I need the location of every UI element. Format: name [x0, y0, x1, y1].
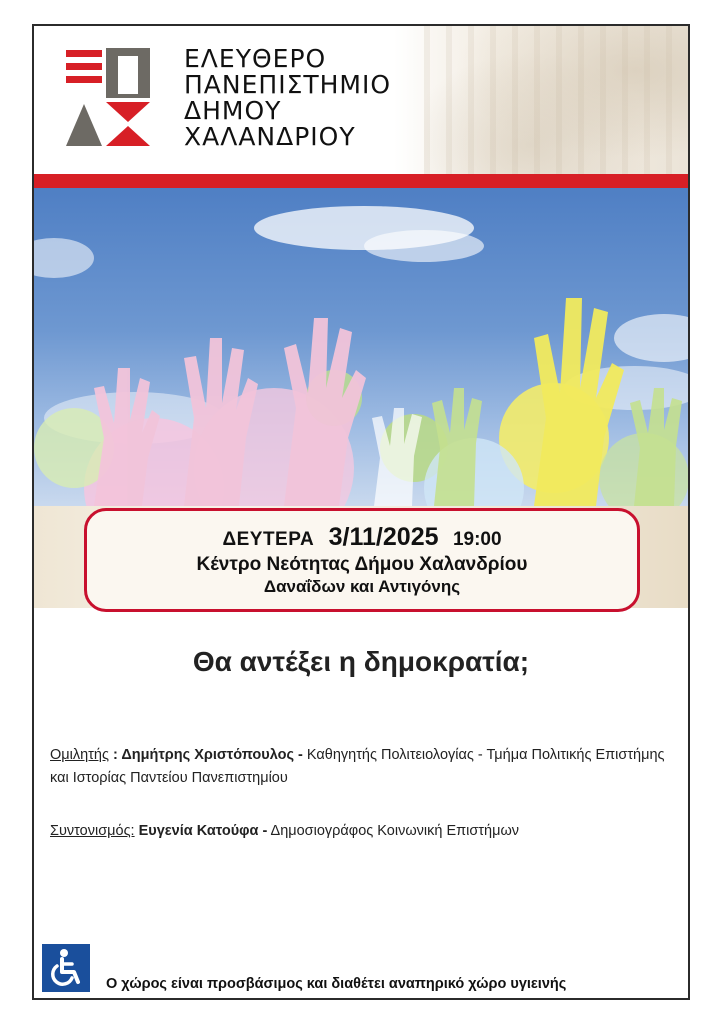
speaker-paragraph: Ομιλητής : Δημήτρης Χριστόπουλος - Καθηγητής Πολιτειολογίας - Τμήμα Πολιτικής Επιστήμης και Ιστορίας Παντείου Πανεπιστημίου — [50, 747, 665, 786]
speaker-role: Καθηγητής Πολιτειολογίας - Τμήμα Πολιτικής Επιστήμης και Ιστορίας Παντείου Πανεπιστημίου — [50, 747, 665, 786]
event-date: 3/11/2025 — [328, 523, 439, 551]
poster-frame — [32, 24, 690, 1000]
org-line-3: ΔΗΜΟΥ — [184, 96, 282, 125]
org-line-1: ΕΛΕΥΘΕΡΟ — [184, 44, 327, 73]
raised-hands-illustration — [34, 188, 688, 506]
event-street: Δαναΐδων και Αντιγόνης — [263, 577, 461, 596]
event-title: Θα αντέξει η δημοκρατία; — [192, 646, 530, 677]
moderator-role: Δημοσιογράφος Κοινωνική Επιστήμων — [270, 823, 520, 839]
speaker-label: Ομιλητής — [50, 747, 109, 763]
event-venue: Κέντρο Νεότητας Δήμου Χαλανδρίου — [196, 554, 528, 575]
moderator-label: Συντονισμός: — [50, 823, 135, 839]
moderator-paragraph — [50, 820, 680, 843]
event-info-box — [84, 508, 640, 612]
organization-name — [184, 46, 391, 150]
org-line-2: ΠΑΝΕΠΙΣΤΗΜΙΟ — [184, 70, 392, 99]
event-day: ΔΕΥΤΕΡΑ — [222, 529, 315, 550]
hands-sky-image — [34, 188, 688, 506]
event-date-line — [87, 523, 637, 552]
red-divider-bar — [34, 174, 688, 188]
marble-background — [424, 26, 688, 174]
event-time: 19:00 — [452, 529, 502, 550]
speaker-name: Δημήτρης Χριστόπουλος - — [121, 747, 303, 763]
accessibility-note: Ο χώρος είναι προσβάσιμος και διαθέτει αναπηρικό χώρο υγιεινής — [106, 976, 567, 992]
moderator-name: Ευγενία Κατούφα - — [138, 823, 268, 839]
university-logo-icon — [66, 46, 152, 150]
wheelchair-icon — [42, 944, 90, 992]
org-line-4: ΧΑΛΑΝΔΡΙΟΥ — [184, 122, 356, 151]
header — [34, 26, 688, 174]
